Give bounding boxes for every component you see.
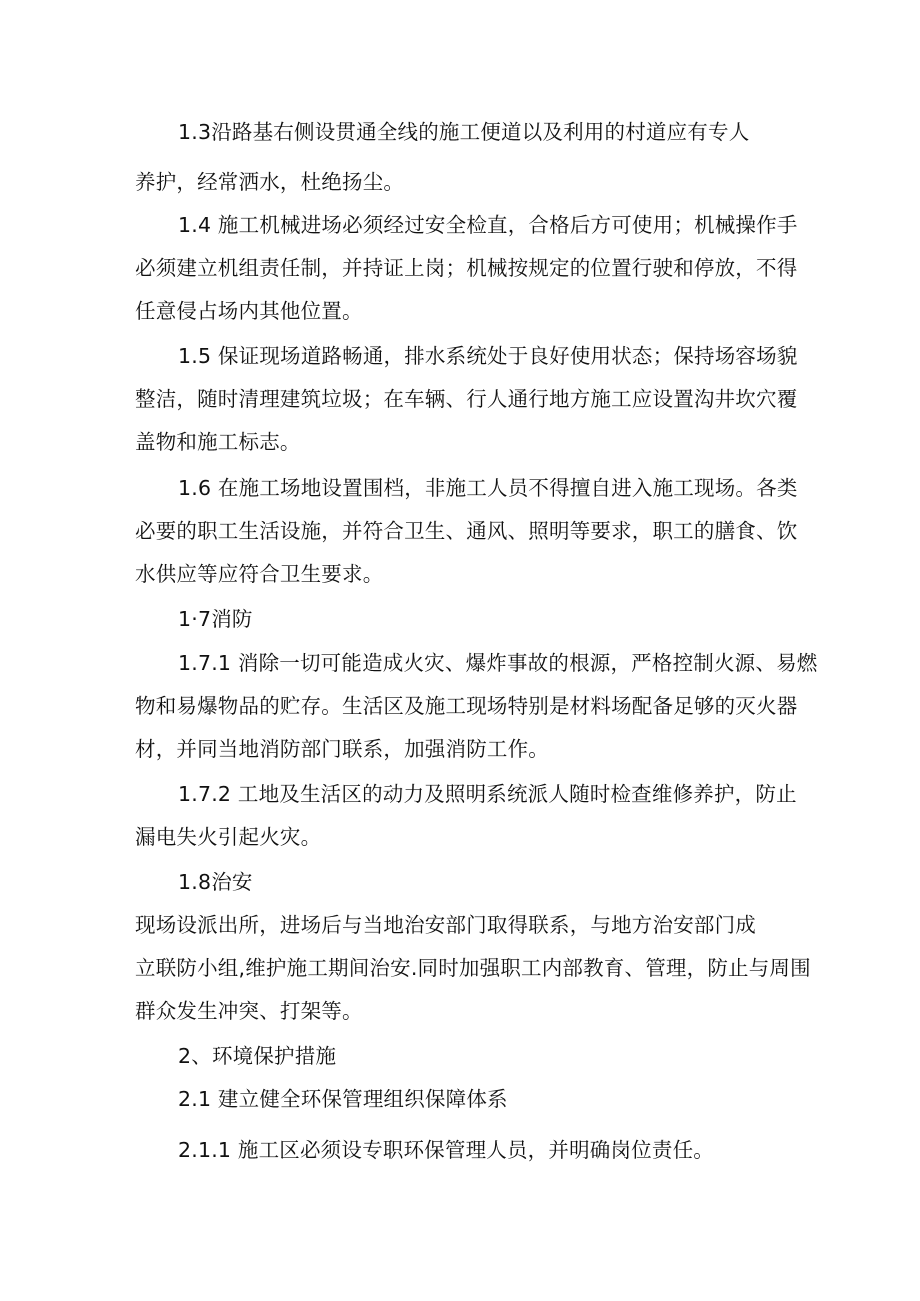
heading-1-8: 1.8治安 [178, 870, 253, 894]
paragraph-1-4-line-3: 任意侵占场内其他位置。 [135, 299, 363, 323]
paragraph-1-7-1-line-2: 物和易爆物品的贮存。生活区及施工现场特别是材料场配备足够的灭火器 [135, 694, 798, 718]
heading-1-7: 1·7消防 [178, 607, 253, 631]
paragraph-1-3-line-1: 1.3沿路基右侧设贯通全线的施工便道以及利用的村道应有专人 [178, 120, 750, 144]
paragraph-1-4-line-2: 必须建立机组责任制，并持证上岗；机械按规定的位置行驶和停放，不得 [135, 256, 798, 280]
paragraph-1-5-line-2: 整洁，随时清理建筑垃圾；在车辆、行人通行地方施工应设置沟井坎穴覆 [135, 387, 798, 411]
paragraph-1-6-line-2: 必要的职工生活设施，并符合卫生、通风、照明等要求，职工的膳食、饮 [135, 519, 798, 543]
paragraph-1-8-line-1: 现场设派出所，进场后与当地治安部门取得联系，与地方治安部门成 [135, 913, 756, 937]
paragraph-1-8-line-2: 立联防小组,维护施工期间治安.同时加强职工内部教育、管理，防止与周围 [135, 956, 811, 980]
paragraph-1-3-line-2: 养护，经常洒水，杜绝扬尘。 [135, 170, 405, 194]
paragraph-1-7-2-line-1: 1.7.2 工地及生活区的动力及照明系统派人随时检查维修养护，防止 [178, 782, 797, 806]
paragraph-1-7-1-line-1: 1.7.1 消除一切可能造成火灾、爆炸事故的根源，严格控制火源、易燃 [178, 651, 818, 675]
heading-2: 2、环境保护措施 [178, 1044, 337, 1068]
paragraph-1-5-line-1: 1.5 保证现场道路畅通，排水系统处于良好使用状态；保持场容场貌 [178, 344, 798, 368]
paragraph-2-1-1: 2.1.1 施工区必须设专职环保管理人员，并明确岗位责任。 [178, 1138, 714, 1162]
paragraph-1-5-line-3: 盖物和施工标志。 [135, 430, 301, 454]
paragraph-1-6-line-3: 水供应等应符合卫生要求。 [135, 562, 384, 586]
paragraph-1-4-line-1: 1.4 施工机械进场必须经过安全检直，合格后方可使用；机械操作手 [178, 213, 798, 237]
paragraph-1-6-line-1: 1.6 在施工场地设置围档，非施工人员不得擅自进入施工现场。各类 [178, 476, 798, 500]
heading-2-1: 2.1 建立健全环保管理组织保障体系 [178, 1087, 508, 1111]
paragraph-1-7-1-line-3: 材，并同当地消防部门联系，加强消防工作。 [135, 737, 549, 761]
paragraph-1-7-2-line-2: 漏电失火引起火灾。 [135, 825, 322, 849]
paragraph-1-8-line-3: 群众发生冲突、打架等。 [135, 999, 363, 1023]
